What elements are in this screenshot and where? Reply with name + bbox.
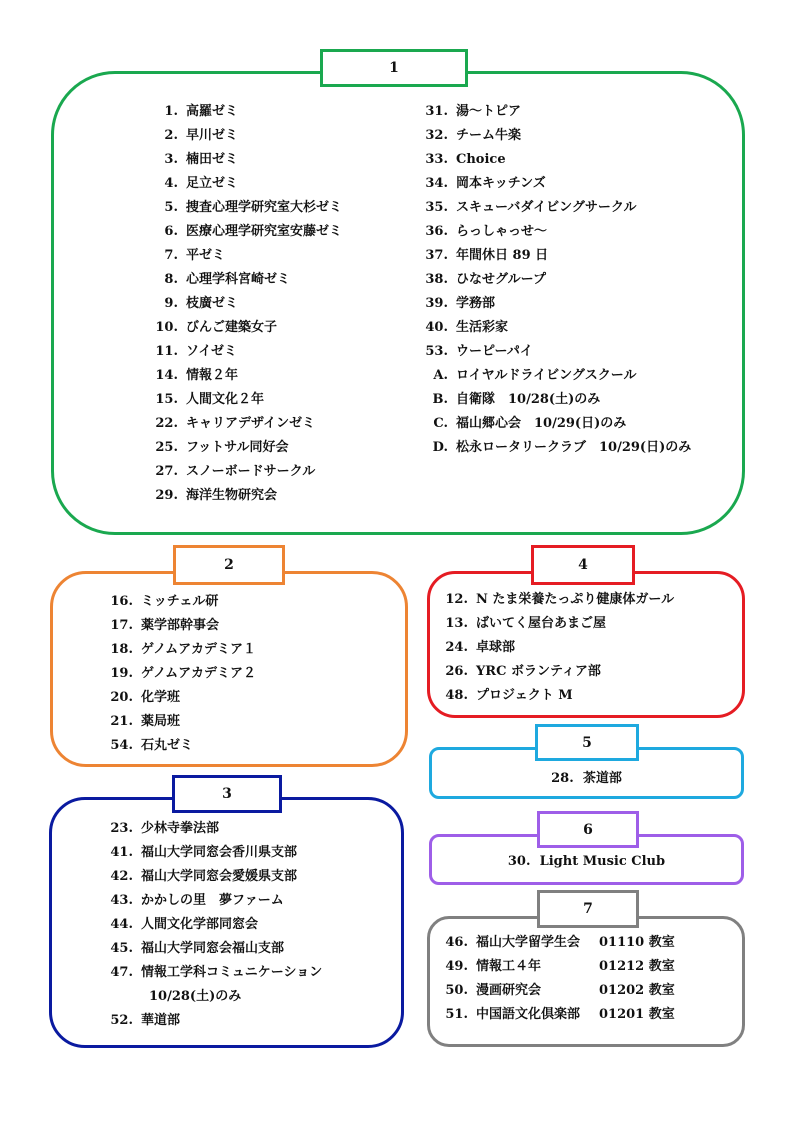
item-name: 学務部 [456, 296, 496, 311]
item-number: C. [433, 416, 448, 431]
group-5-tab [535, 724, 639, 761]
list-item [410, 268, 691, 292]
item-number: 45. [110, 941, 133, 956]
list-item [410, 316, 691, 340]
item-name: 情報２年 [186, 368, 239, 383]
item-room: 01202 教室 [599, 983, 675, 998]
list-item [95, 614, 256, 638]
group-4-tab [531, 545, 635, 585]
group-7-label: 7 [583, 901, 593, 917]
item-number: 16. [110, 594, 133, 609]
item-name: ひなせグループ [456, 272, 546, 287]
list-item [410, 412, 691, 436]
item-name: 福山郷心会 10/29(日)のみ [456, 416, 627, 431]
list-item [432, 612, 674, 636]
item-name: 捜査心理学研究室大杉ゼミ [186, 200, 343, 215]
item-name: ゲノムアカデミア１ [141, 642, 257, 657]
group-7-list [432, 931, 722, 1027]
item-name: かかしの里 夢ファーム [141, 893, 284, 908]
item-number: 26. [445, 664, 468, 679]
item-room: 01201 教室 [599, 1007, 675, 1022]
item-name: 福山大学同窓会香川県支部 [141, 845, 298, 860]
list-item [95, 710, 256, 734]
item-name: ゲノムアカデミア２ [141, 666, 257, 681]
item-name: Light Music Club [539, 854, 666, 869]
item-name: フットサル同好会 [186, 440, 289, 455]
item-name: 卓球部 [476, 640, 516, 655]
item-name: ミッチェル研 [141, 594, 219, 609]
list-item [410, 364, 691, 388]
item-number: 31. [425, 104, 448, 119]
item-room: 01110 教室 [599, 935, 675, 950]
item-name: チーム牛楽 [456, 128, 522, 143]
item-number: 28. [551, 771, 574, 786]
item-number: 11. [155, 344, 178, 359]
item-number: 53. [425, 344, 448, 359]
list-item [95, 638, 256, 662]
item-number: 1. [164, 104, 178, 119]
list-item [432, 955, 722, 979]
item-name: 生活彩家 [456, 320, 509, 335]
group-1-tab [320, 49, 468, 87]
item-name: Choice [456, 152, 506, 167]
item-number: 23. [110, 821, 133, 836]
item-number: 50. [445, 983, 468, 998]
item-number: 7. [164, 248, 178, 263]
item-name: スキューバダイビングサークル [456, 200, 637, 215]
item-name: 人間文化学部同窓会 [141, 917, 259, 932]
group-2-label: 2 [224, 557, 234, 573]
list-item [410, 340, 691, 364]
list-item [432, 660, 674, 684]
item-number: 21. [110, 714, 133, 729]
item-number: 40. [425, 320, 448, 335]
item-number: B. [432, 392, 448, 407]
item-number: 47. [110, 965, 133, 980]
item-number: 36. [425, 224, 448, 239]
item-number: 52. [110, 1013, 133, 1028]
item-name: ソイゼミ [186, 344, 237, 359]
item-number: 2. [164, 128, 178, 143]
item-name: 心理学科宮崎ゼミ [186, 272, 291, 287]
list-item [410, 124, 691, 148]
item-name: プロジェクト M [476, 688, 573, 703]
item-number: 30. [507, 854, 531, 869]
item-name: 早川ゼミ [186, 128, 239, 143]
item-number: 13. [445, 616, 468, 631]
item-name: 薬局班 [141, 714, 181, 729]
item-number: 12. [445, 592, 468, 607]
item-number: 8. [164, 272, 178, 287]
item-name: らっしゃっせ〜 [456, 224, 548, 239]
item-number: 32. [425, 128, 448, 143]
list-item [410, 100, 691, 124]
item-number: 46. [445, 935, 468, 950]
item-name: 楠田ゼミ [186, 152, 239, 167]
group-2-list [95, 590, 256, 758]
item-number: 10. [155, 320, 178, 335]
item-room: 01212 教室 [599, 959, 675, 974]
item-number: 49. [445, 959, 468, 974]
item-number: 39. [425, 296, 448, 311]
list-item [432, 636, 674, 660]
group-1-right-list [410, 100, 691, 460]
list-item [140, 220, 342, 244]
list-item [432, 588, 674, 612]
list-item [410, 220, 691, 244]
item-name: 湯〜トピア [456, 104, 522, 119]
group-4-list [432, 588, 674, 708]
item-name: 福山大学同窓会福山支部 [141, 941, 285, 956]
list-item [95, 865, 322, 889]
item-name: 情報工学科コミュニケーション [141, 965, 323, 980]
item-name: 情報工４年 [476, 959, 542, 974]
item-name: 自衛隊 10/28(土)のみ [456, 392, 601, 407]
list-item [140, 436, 342, 460]
list-item [432, 684, 674, 708]
item-name: 漫画研究会 [476, 983, 542, 998]
item-name: 福山大学留学生会 [476, 935, 581, 950]
item-name: スノーボードサークル [186, 464, 316, 479]
group-3-list [95, 817, 322, 1033]
list-item [140, 316, 342, 340]
item-number: 20. [110, 690, 133, 705]
item-number: 37. [425, 248, 448, 263]
item-number: 54. [110, 738, 133, 753]
list-item [432, 931, 722, 955]
list-item [95, 841, 322, 865]
group-5-label: 5 [582, 734, 592, 751]
item-name: キャリアデザインゼミ [186, 416, 316, 431]
list-item [140, 388, 342, 412]
list-item [95, 889, 322, 913]
list-item [95, 734, 256, 758]
list-item [432, 1003, 722, 1027]
list-item [95, 1009, 322, 1033]
item-name: 足立ゼミ [186, 176, 239, 191]
list-item [140, 148, 342, 172]
item-number: 25. [155, 440, 178, 455]
list-item [140, 172, 342, 196]
item-name: 枝廣ゼミ [186, 296, 239, 311]
item-number: 4. [164, 176, 178, 191]
list-item [95, 686, 256, 710]
item-number [95, 985, 149, 1009]
item-number: 14. [155, 368, 178, 383]
item-name: 中国語文化倶楽部 [476, 1007, 581, 1022]
list-item [95, 817, 322, 841]
item-number: 29. [155, 488, 178, 503]
item-number: 17. [110, 618, 133, 633]
list-item [410, 292, 691, 316]
item-number: 48. [445, 688, 468, 703]
list-item [140, 484, 342, 508]
item-name: 10/28(土)のみ [149, 989, 242, 1004]
item-name: ロイヤルドライビングスクール [456, 368, 637, 383]
list-item [95, 961, 322, 985]
list-item [140, 196, 342, 220]
item-name: 薬学部幹事会 [141, 618, 220, 633]
list-item [140, 340, 342, 364]
group-1-left-list [140, 100, 342, 508]
item-name: N たま栄養たっぷり健康体ガール [476, 592, 675, 607]
group-5-item [432, 767, 741, 786]
list-item [95, 662, 256, 686]
item-name: 平ゼミ [186, 248, 226, 263]
list-item [410, 172, 691, 196]
item-number: 33. [425, 152, 448, 167]
item-name: びんご建築女子 [186, 320, 278, 335]
group-2-tab [173, 545, 285, 585]
item-number: 15. [155, 392, 178, 407]
item-name: 医療心理学研究室安藤ゼミ [186, 224, 343, 239]
list-item [410, 244, 691, 268]
list-item [410, 388, 691, 412]
group-3-label: 3 [222, 786, 232, 802]
group-6-tab [537, 811, 639, 848]
group-6-label: 6 [583, 821, 593, 838]
list-item [95, 937, 322, 961]
group-4-label: 4 [578, 557, 588, 573]
item-number: 51. [445, 1007, 468, 1022]
item-number: 38. [425, 272, 448, 287]
list-item [140, 100, 342, 124]
item-number: 44. [110, 917, 133, 932]
item-number: 24. [445, 640, 468, 655]
list-item [140, 292, 342, 316]
item-name: 福山大学同窓会愛媛県支部 [141, 869, 298, 884]
item-number: 34. [425, 176, 448, 191]
item-name: 年間休日 89 日 [456, 248, 549, 263]
list-item [140, 412, 342, 436]
list-item [95, 985, 322, 1009]
item-number: 35. [425, 200, 448, 215]
item-name: 化学班 [141, 690, 181, 705]
list-item [410, 148, 691, 172]
item-number: D. [432, 440, 448, 455]
group-1-label: 1 [389, 60, 399, 76]
item-name: 少林寺拳法部 [141, 821, 220, 836]
item-name: 人間文化２年 [186, 392, 265, 407]
list-item [95, 913, 322, 937]
item-number: 9. [164, 296, 178, 311]
item-name: 高羅ゼミ [186, 104, 239, 119]
item-number: 5. [164, 200, 178, 215]
item-number: 3. [164, 152, 178, 167]
item-name: ウーピーパイ [456, 344, 533, 359]
group-6-item [432, 854, 741, 869]
list-item [140, 244, 342, 268]
item-number: 6. [164, 224, 178, 239]
item-name: 岡本キッチンズ [456, 176, 546, 191]
list-item [140, 460, 342, 484]
item-number: 43. [110, 893, 133, 908]
item-name: 華道部 [141, 1013, 181, 1028]
item-name: 海洋生物研究会 [186, 488, 278, 503]
item-name: 石丸ゼミ [141, 738, 194, 753]
group-3-tab [172, 775, 282, 813]
item-name: ばいてく屋台あまご屋 [476, 616, 607, 631]
item-number: A. [433, 368, 448, 383]
list-item [410, 436, 691, 460]
item-number: 19. [110, 666, 133, 681]
list-item [432, 979, 722, 1003]
item-name: 茶道部 [582, 771, 622, 786]
group-7-tab [537, 890, 639, 928]
item-name: 松永ロータリークラブ 10/29(日)のみ [456, 440, 692, 455]
item-number: 22. [155, 416, 178, 431]
list-item [140, 364, 342, 388]
item-number: 27. [155, 464, 178, 479]
list-item [140, 268, 342, 292]
item-number: 42. [110, 869, 133, 884]
item-number: 18. [110, 642, 133, 657]
item-name: YRC ボランティア部 [476, 664, 601, 679]
item-number: 41. [110, 845, 133, 860]
list-item [95, 590, 256, 614]
list-item [410, 196, 691, 220]
list-item [140, 124, 342, 148]
